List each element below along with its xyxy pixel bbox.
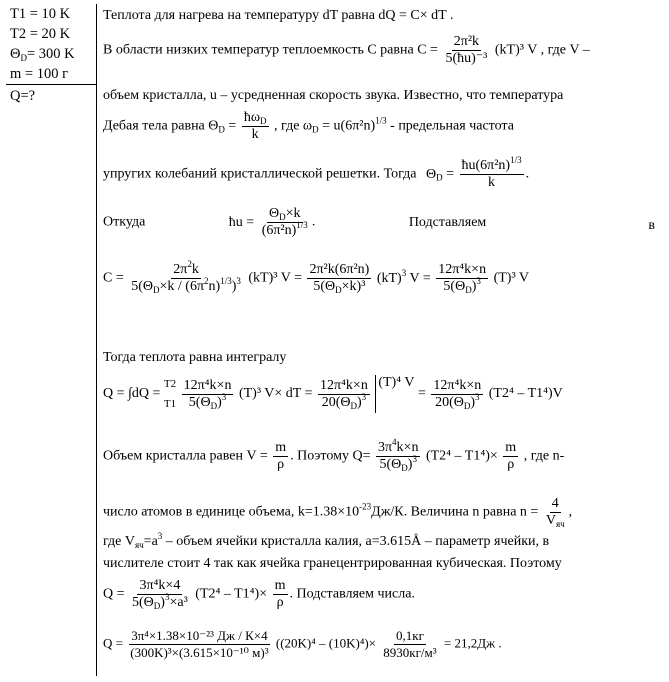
line-12: Q = $\frac{\text{3π⁴k×4}}{5(\Theta_D)^3\times a^3}$ (T2⁴ – T1⁴)× $\frac{m}{\rho}$ . Подставляем числа. (103, 578, 415, 611)
q4-den: (300K)³×(3.615×10⁻¹⁰ м)³ (130, 645, 269, 660)
c-sub-fraction: $\frac{2\pi^2k}{5(\Theta_D\times k / (6\pi^2n)^{1/3})^3}$ (131, 259, 241, 295)
int-lhs: Q = ∫dQ = (103, 386, 161, 402)
c-tail: (kT)³ V (494, 42, 538, 58)
int-fraction-2: $\frac{\text{12π⁴k×n}}{20(\Theta_D)^3}$ (319, 377, 368, 411)
q4-mr-fraction (381, 628, 438, 661)
line-10-b: =a (143, 534, 158, 549)
given-theta (10, 46, 75, 63)
line-8 (103, 437, 565, 473)
line-3: объем кристалла, u – усредненная скорость звука. Известно, что температура (103, 88, 564, 103)
n-fraction (544, 496, 567, 529)
sub-fraction-3: $\frac{\text{12π⁴k×n}}{5(\Theta_D)^3}$ (438, 262, 487, 295)
q3-mid: (T2⁴ – T1⁴)× (195, 586, 268, 602)
hu-times: ×k (285, 206, 301, 221)
line-7-formula: C = $\frac{2\pi^2k}{5(\Theta_D\times k / (6\pi^2n)^{1/3})^3}$ (kT)³ V = $\frac{\text{2π²k(6π²n)}}{5(\Theta_D\times k)^3}$ (kT)$^3$ V = $\frac{\text{12π⁴k×n}}{5(\Theta_D)^3}$ (T)³ V (103, 259, 530, 295)
line-8-text: Объем кристалла равен (103, 448, 243, 464)
q-lhs: Q= (352, 448, 371, 464)
given-theta-symbol: Θ (10, 46, 21, 62)
line-10-a: где V (103, 534, 135, 549)
line-4-text: Дебая тела равна (103, 118, 205, 134)
theta2-exp: 1/3 (510, 155, 522, 165)
sub-tail3: (T)³ V (493, 270, 530, 286)
eval-bar (375, 375, 414, 413)
line-5-text: упругих колебаний кристаллической решетки. Тогда (103, 166, 417, 182)
sub-den2b: ×k)³ (341, 279, 366, 294)
int-fraction-1: $\frac{\text{12π⁴k×n}}{5(\Theta_D)^3}$ (183, 377, 232, 411)
int-num2: 12π⁴k×n (319, 377, 368, 393)
line-10-c: – объем ячейки кристалла калия, a=3.615Å – параметр ячейки, в (162, 534, 550, 549)
v-den: ρ (277, 457, 285, 472)
q3-fraction: $\frac{\text{3π⁴k×4}}{5(\Theta_D)^3\times a^3}$ (132, 578, 188, 611)
q4-mid: ((20K)⁴ – (10K)⁴)× (275, 635, 377, 651)
given-theta-sub: D (20, 53, 27, 63)
line-9: число атомов в единице объема, $k=1.38\times 10^{-23}Дж/К$. Величина n равна n = $\frac{4}{V_{яч}}$ , (103, 496, 573, 529)
sub-den3: 5(Θ (443, 279, 466, 294)
line-6-end: в (648, 218, 655, 233)
theta-num: ħω (243, 110, 261, 125)
line-2-end: , где V – (540, 42, 590, 58)
line-6-text: Откуда (103, 214, 146, 230)
hu-num: Θ (268, 206, 280, 221)
given-t1: T1 = 10 K (10, 6, 71, 22)
line-5: упругих колебаний кристаллической решетки. Тогда $\Theta_D$ = $\frac{ħu(6\pi^2n)^{1/3}}{k}$ . (103, 155, 530, 190)
q-fraction: $\frac{3\pi^4k\times n}{5(\Theta_D)^3}$ (377, 437, 419, 473)
c-fraction (443, 34, 489, 67)
q4-den2: 8930кг/м³ (383, 645, 437, 660)
given-separator (6, 84, 96, 85)
line-10: где $V_{яч}=a^3$ – объем ячейки кристалла калия, a=3.615Å – параметр ячейки, в (103, 531, 550, 550)
c-den: 5(ħu)⁻³ (445, 51, 488, 66)
int-fraction-3: $\frac{\text{12π⁴k×n}}{20(\Theta_D)^3}$ (433, 377, 482, 411)
line-4-end: - предельная частота (390, 118, 514, 134)
n-num: 4 (551, 496, 559, 511)
int-tail2: (T)⁴ V (378, 375, 415, 390)
q3-den-tail: ×a³ (169, 595, 188, 610)
sub-den2: 5(Θ (313, 279, 336, 294)
v-lhs: V = (246, 448, 268, 464)
int-den2: 20(Θ (321, 394, 351, 410)
integral-line: Q = ∫dQ = T2 T1 $\frac{\text{12π⁴k×n}}{5(\Theta_D)^3}$ (T)³ V× dT = $\frac{\text{12π⁴k×n}}{20(\Theta_D)^3}$ (T)⁴ V = $\frac{\text{12π⁴k×n}}{20(\Theta_D)^3}$ (T2⁴ – T1⁴)V (103, 374, 563, 414)
c-num: 2π²k (453, 34, 480, 49)
int-mid: (T)³ V× dT = (238, 386, 313, 402)
q4-num: 3π⁴×1.38×10⁻²³ Дж / К×4 (131, 628, 268, 643)
sub-num3: 12π⁴k×n (438, 262, 487, 277)
given-t2: T2 = 20 K (10, 26, 71, 42)
hu-den: (6π²n) (261, 223, 297, 238)
theta2-den: k (488, 175, 496, 190)
omega-exp: 1/3 (375, 115, 387, 126)
line-7: Тогда теплота равна интегралу (103, 350, 287, 365)
n-den-sub: яч (555, 519, 565, 529)
v-fraction (273, 440, 288, 473)
column-divider (96, 4, 97, 676)
q4-fraction (128, 628, 270, 661)
q-mr-fraction (503, 440, 518, 473)
q-rho: ρ (507, 457, 515, 472)
q3-num: 3π⁴k×4 (139, 578, 181, 593)
line-12-text: . Подставляем числа. (289, 586, 415, 602)
omega-rhs: = u(6π²n) (322, 118, 376, 134)
line-9-text: число атомов в единице объема, k=1.38×10 (103, 504, 360, 520)
int-num3: 12π⁴k×n (433, 377, 482, 393)
v-num: m (275, 440, 287, 455)
theta-den: k (251, 127, 259, 142)
result-line: Q = $\frac{\text{3π⁴×1.38×10⁻²³ Дж / К×4}}{\text{(300K)³×(3.615×10⁻¹⁰ м)³}}$ ((20K)⁴ – (10K)⁴)× $\frac{0,1кг}{\text{8930кг/м³}}$ = 21,2Дж . (103, 628, 502, 660)
int-num1: 12π⁴k×n (183, 377, 232, 393)
line-1: Теплота для нагрева на температуру dT равна dQ = C× dT . (103, 8, 454, 23)
given-m: m = 100 г (10, 66, 69, 82)
q-m: m (505, 440, 517, 455)
int-lower: T1 (163, 398, 177, 410)
sub-fraction-2: $\frac{\text{2π²k(6π²n)}}{5(\Theta_D\times k)^3}$ (309, 262, 370, 295)
int-den3: 20(Θ (435, 394, 464, 410)
line-8-mid: . Поэтому (290, 448, 349, 464)
given-theta-value: = 300 K (26, 46, 75, 62)
line-4-where: , где (274, 118, 300, 134)
theta2-lhs: Θ (425, 166, 437, 182)
line-11: числителе стоит 4 так как ячейка гранецентрированная кубическая. Поэтому (103, 556, 562, 571)
theta-lhs: Θ (208, 118, 219, 134)
n-lhs: n = (519, 504, 539, 520)
line-6-sub: Подставляем (408, 214, 487, 230)
theta-fraction: $\frac{ħ\omega_D}{k}$ (243, 110, 267, 142)
n-den: V (545, 513, 556, 528)
q-mid: (T2⁴ – T1⁴)× (425, 448, 498, 464)
sub-expr-a: (kT)³ V = (248, 270, 302, 286)
line-4: Дебая тела равна $\Theta_D$ = $\frac{ħ\omega_D}{k}$ , где $\omega_D = u(6\pi^2n)^{1/3}$ - предельная частота (103, 110, 514, 142)
result-value: = 21,2Дж . (443, 635, 502, 651)
omega-lhs: ω (302, 118, 313, 134)
hu-fraction: $\frac{\Theta_D\times k}{(6\pi^2n)^{1/3}}$ (261, 206, 308, 238)
line-6: Откуда ħu = $\frac{\Theta_D\times k}{(6\pi^2n)^{1/3}}$ . Подставляем в (103, 206, 655, 238)
int-upper: T2 (163, 378, 177, 390)
theta2-num: ħu(6π²n) (461, 158, 511, 173)
theta2-fraction (460, 155, 524, 191)
int-tail3: (T2⁴ – T1⁴)V (488, 386, 563, 402)
q3-mr-fraction: $\frac{m}{\rho}$ (274, 578, 286, 610)
line-9-sup: -23 (359, 501, 372, 512)
sub-num2: 2π²k(6π²n) (309, 262, 370, 277)
c-lhs: C = (417, 42, 438, 58)
line-9-text-b: Дж/К. Величина n равна (371, 504, 517, 520)
line-2 (103, 34, 590, 67)
line-2-text: В области низких температур теплоемкость С равна (103, 42, 414, 58)
q4-num2: 0,1кг (396, 628, 424, 643)
given-q: Q=? (10, 88, 36, 104)
line-8-end: , где n- (523, 448, 565, 464)
